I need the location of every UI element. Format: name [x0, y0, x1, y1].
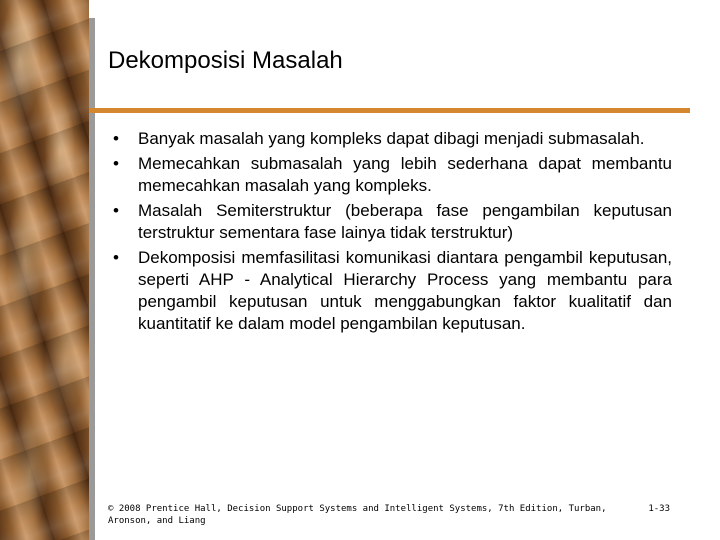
title-divider	[89, 108, 690, 113]
page-number: 1-33	[648, 504, 670, 514]
bullet-item	[110, 128, 672, 150]
bullet-text: Masalah Semiterstruktur (beberapa fase pengambilan keputusan terstruktur sementara fase lainya tidak terstruktur)	[138, 201, 672, 242]
bullet-item	[110, 247, 672, 335]
bullet-icon: •	[113, 201, 119, 220]
panel-shadow	[89, 18, 95, 540]
bullet-text: Memecahkan submasalah yang lebih sederhana dapat membantu memecahkan masalah yang kompleks.	[138, 154, 672, 195]
bullet-list	[110, 128, 672, 338]
decorative-wood-panel	[0, 0, 89, 540]
bullet-icon: •	[113, 129, 119, 148]
bullet-item	[110, 153, 672, 197]
bullet-text: Banyak masalah yang kompleks dapat dibagi menjadi submasalah.	[138, 129, 645, 148]
bullet-text: Dekomposisi memfasilitasi komunikasi diantara pengambil keputusan, seperti AHP - Analytical Hierarchy Process yang membantu para pengambil keputusan untuk menggabungkan faktor kualitatif dan kuantitatif ke dalam model pengambilan keputusan.	[138, 248, 672, 333]
bullet-item	[110, 200, 672, 244]
footer-copyright: © 2008 Prentice Hall, Decision Support Systems and Intelligent Systems, 7th Edition, Turban, Aronson, and Liang	[108, 504, 607, 526]
bullet-icon: •	[113, 248, 119, 267]
slide-title: Dekomposisi Masalah	[108, 47, 343, 74]
bullet-icon: •	[113, 154, 119, 173]
